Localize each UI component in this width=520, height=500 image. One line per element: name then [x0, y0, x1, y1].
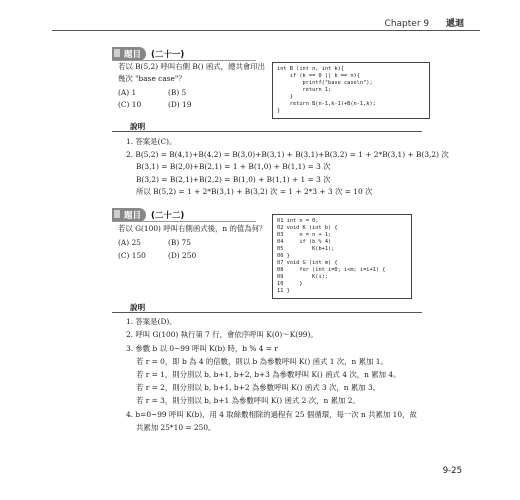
explanation-line: 所以 B(5,2) = 1 + 2*B(3,1) + B(3,2) 次 = 1 + 2*3 + 3 次 = 10 次	[136, 187, 373, 196]
option-b: (B) 75	[168, 238, 191, 247]
code-line: int B (int n, int k){	[277, 66, 344, 72]
code-line: 05 K(b+1);	[277, 246, 335, 252]
option-d: (D) 19	[168, 100, 192, 109]
page-number: 9-25	[442, 466, 462, 476]
code-block-k-g-functions	[272, 214, 412, 299]
option-a: (A) 25	[118, 238, 141, 247]
running-header	[385, 16, 464, 29]
question-21-tag	[112, 47, 184, 61]
code-line: 02 void K (int b) {	[277, 225, 338, 231]
code-line: 08 for (int i=0; i<m; i=i+1) {	[277, 267, 386, 273]
explanation-line: 若 r = 0，即 b 為 4 的倍數，則以 b 為參數呼叫 K() 函式 1 次，n 累加 1。	[136, 357, 388, 366]
explanation-line: 2. B(5,2) = B(4,1)+B(4,2) = B(3,0)+B(3,1) + B(3,1)+B(3,2) = 1 + 2*B(3,1) + B(3,2) 次	[126, 150, 449, 159]
explanation-rule	[112, 131, 422, 132]
option-d: (D) 250	[168, 251, 197, 260]
code-line: 07 void G (int m) {	[277, 260, 338, 266]
explanation-line: 若 r = 2，則分別以 b, b+1, b+2 為參數呼叫 K() 函式 3 次，n 累加 3。	[136, 383, 381, 392]
explanation-line: B(3,2) = B(2,1)+B(2,2) = B(1,0) + B(1,1) + 1 = 3 次	[136, 175, 331, 184]
code-line: 10 }	[277, 281, 303, 287]
section-title: 遞迴	[445, 19, 464, 29]
code-line: if (k == 0 || k == n){	[277, 73, 360, 79]
header-rule	[52, 30, 480, 31]
code-line: }	[277, 108, 281, 114]
code-line: 11 }	[277, 288, 290, 294]
code-line: return B(n-1,k-1)+B(n-1,k);	[277, 101, 376, 107]
option-c: (C) 10	[118, 100, 142, 109]
question-22-tag	[112, 208, 184, 222]
code-line: 01 int n = 0;	[277, 218, 319, 224]
explanation-label: 說明	[130, 303, 146, 312]
code-line: 03 n = n + 1;	[277, 232, 332, 238]
question-tag-label: 題目	[112, 208, 146, 222]
option-a: (A) 1	[118, 88, 137, 97]
option-b: (B) 5	[168, 88, 187, 97]
explanation-line: 1. 答案是(C)。	[126, 137, 177, 146]
explanation-line: 共累加 25*10 = 250。	[136, 423, 216, 432]
question-divider	[112, 221, 256, 222]
question-tag-label: 題目	[112, 47, 146, 61]
explanation-line: 4. b=0~99 呼叫 K(b)，用 4 取餘數相除的過程有 25 個循環，每一次 n 共累加 10，故	[126, 410, 417, 419]
question-21-text-1: 若以 B(5,2) 呼叫右側 B() 函式，總共會印出	[118, 62, 266, 71]
explanation-line: 1. 答案是(D)。	[126, 317, 177, 326]
explanation-label: 說明	[130, 122, 146, 131]
code-line: return 1;	[277, 87, 332, 93]
code-line: 06 }	[277, 253, 290, 259]
explanation-line: 若 r = 1，則分別以 b, b+1, b+2, b+3 為參數呼叫 K() 函式 4 次，n 累加 4。	[136, 370, 401, 379]
code-line: printf("base case\n");	[277, 80, 373, 86]
code-line: }	[277, 94, 293, 100]
code-line: 09 K(i);	[277, 274, 329, 280]
code-block-b-function	[272, 62, 430, 119]
explanation-line: 若 r = 3，則分別以 b, b+1 為參數呼叫 K() 函式 2 次，n 累加 2。	[136, 396, 360, 405]
explanation-rule	[112, 312, 422, 313]
question-number: (二十一)	[151, 50, 185, 60]
code-line: 04 if (b % 4)	[277, 239, 332, 245]
question-number: (二十二)	[151, 211, 185, 221]
explanation-line: 2. 呼叫 G(100) 執行第 7 行，會依序呼叫 K(0)～K(99)。	[126, 330, 318, 339]
question-22-text: 若以 G(100) 呼叫右側函式後，n 的值為何？	[118, 224, 267, 233]
explanation-line: B(3,1) = B(2,0)+B(2,1) = 1 + B(1,0) + B(1,1) = 3 次	[136, 162, 331, 171]
question-21-text-2: 幾次 "base case"？	[118, 74, 186, 83]
chapter-label: Chapter 9	[384, 19, 430, 29]
question-divider	[112, 60, 256, 61]
option-c: (C) 150	[118, 251, 146, 260]
explanation-line: 3. 參數 b 以 0~99 呼叫 K(b) 時，b % 4 = r	[126, 344, 278, 353]
